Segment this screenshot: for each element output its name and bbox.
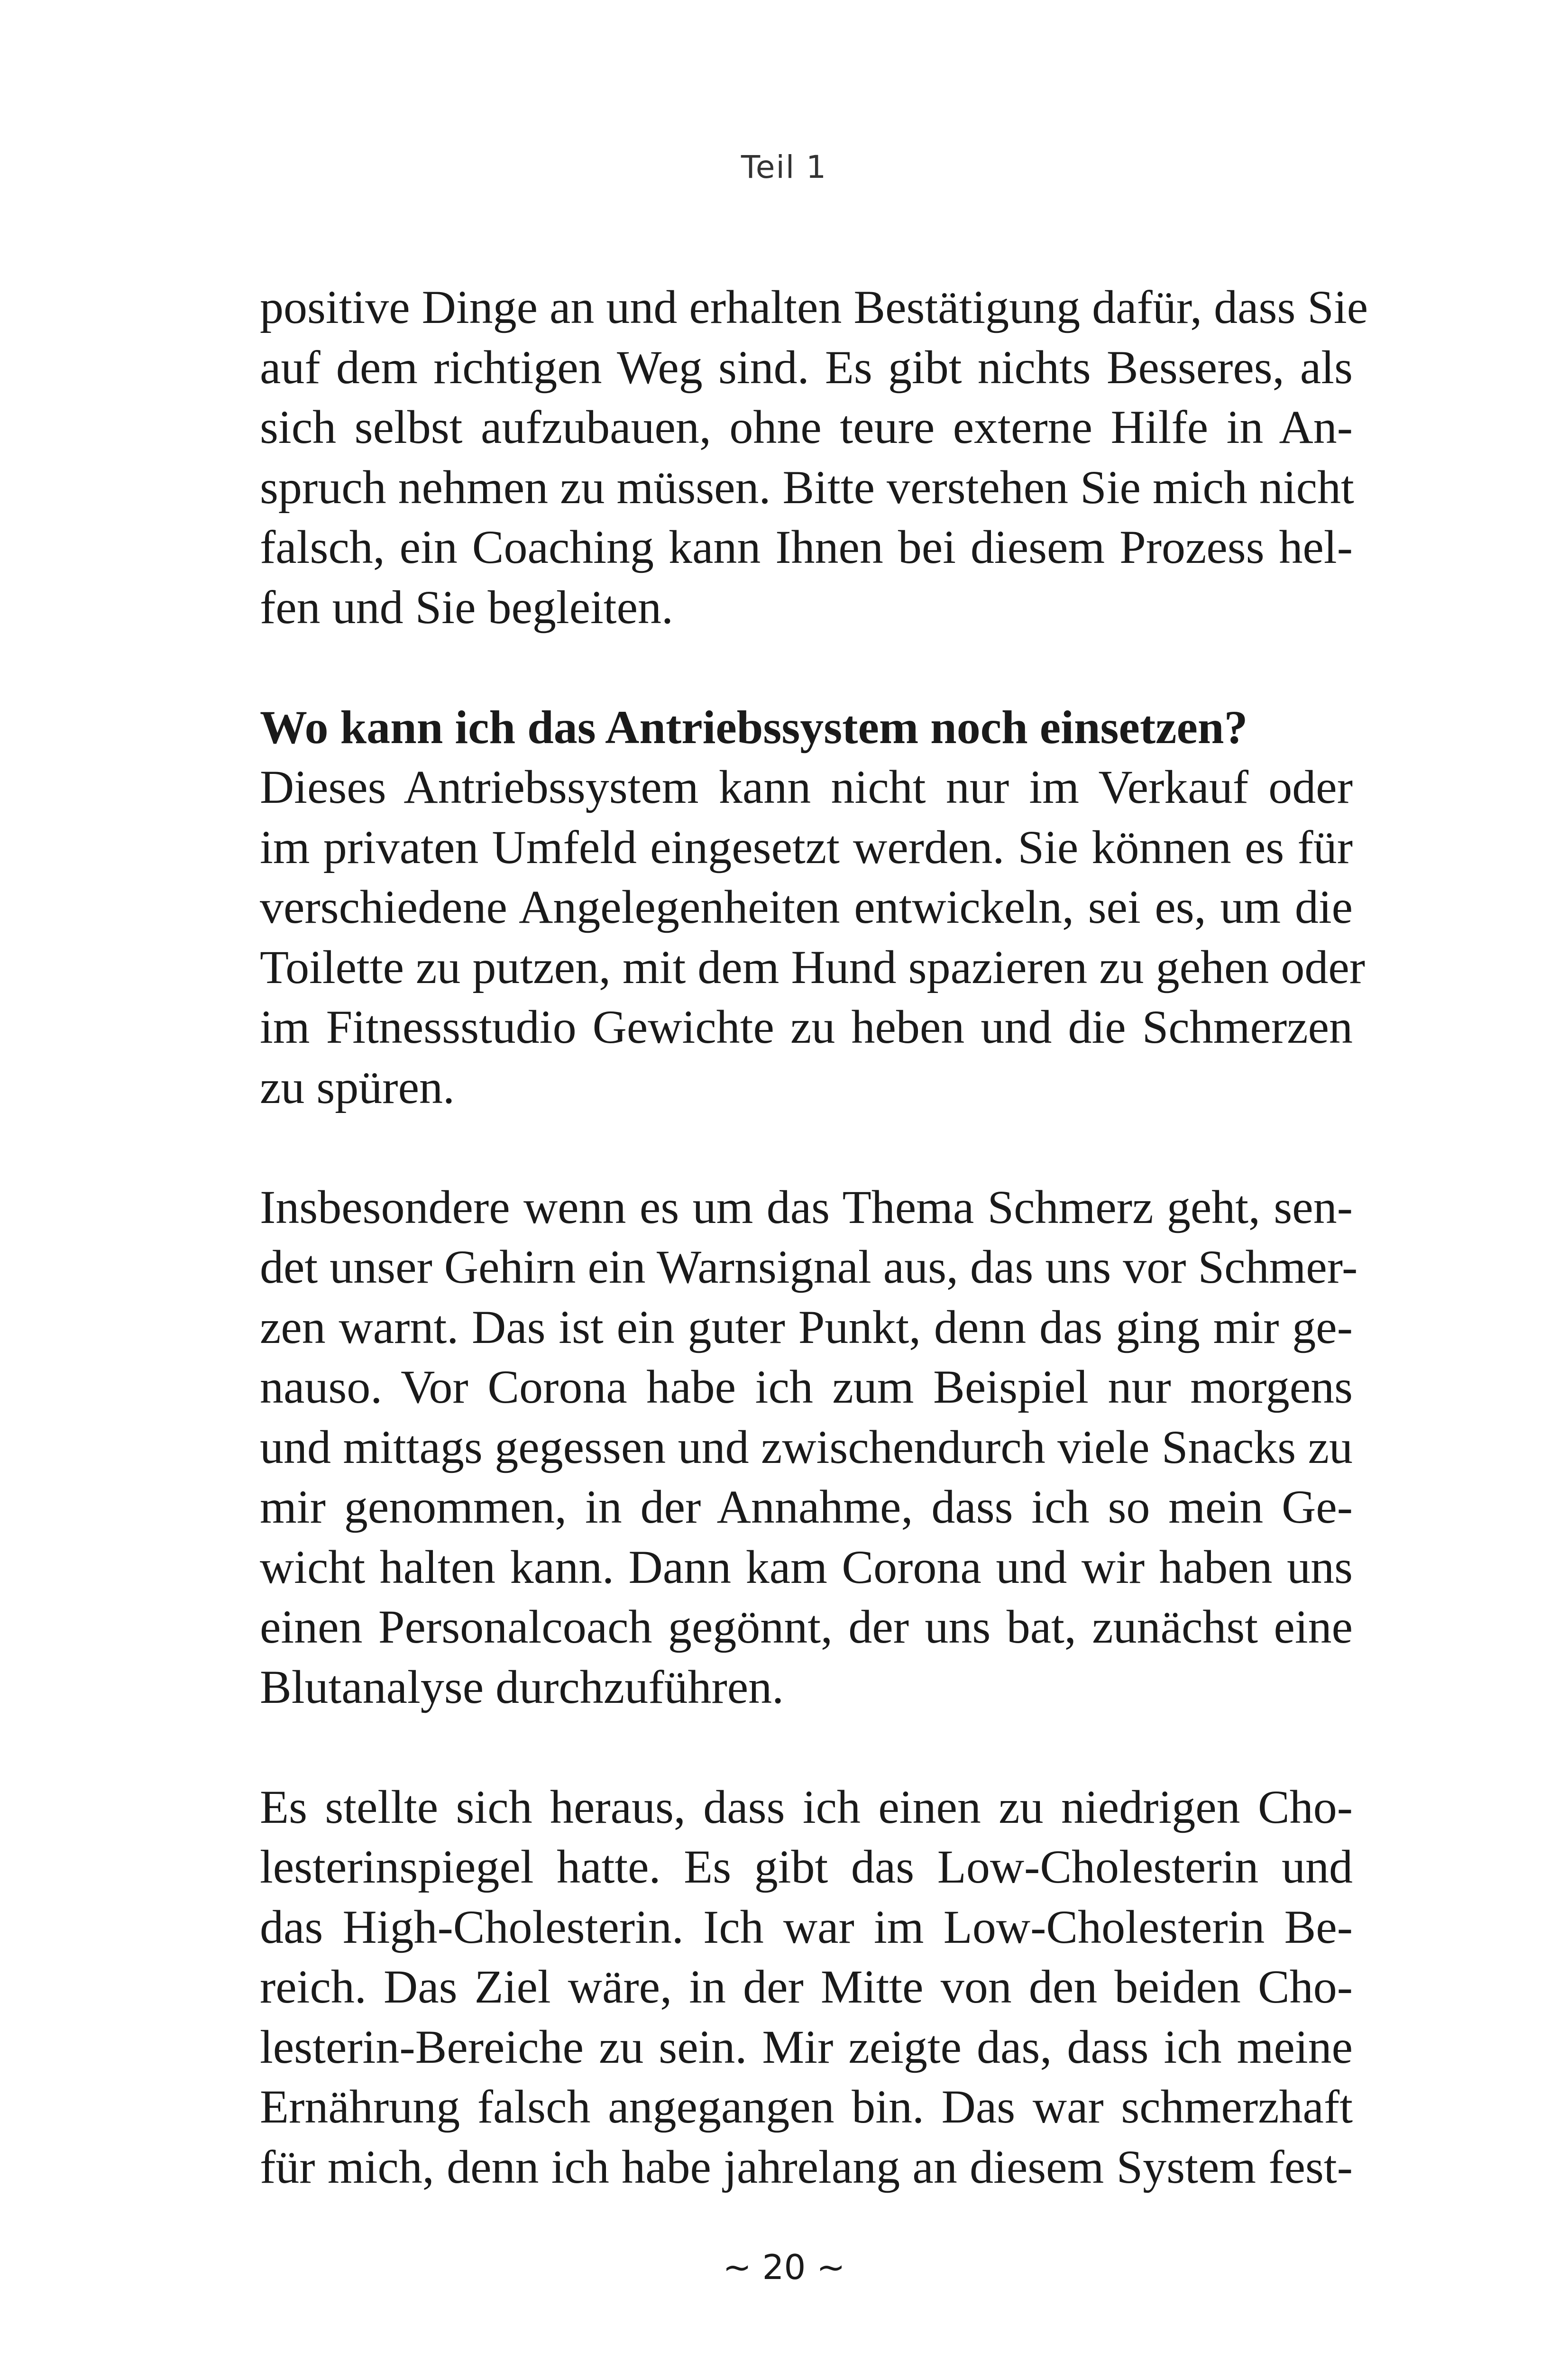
text-line: verschiedene Angelegenheiten entwickeln, sei es, um die [260,881,1353,933]
text-line: zen warnt. Das ist ein guter Punkt, denn das ging mir ge- [260,1300,1353,1353]
text-line: im privaten Umfeld eingesetzt werden. Sie können es für [260,820,1353,873]
text-line: im Fitnessstudio Gewichte zu heben und die Schmerzen [260,1001,1353,1053]
text-line: det unser Gehirn ein Warnsignal aus, das uns vor Schmer- [260,1241,1358,1293]
text-line: Blutanalyse durchzuführen. [260,1660,784,1713]
section-heading: Wo kann ich das Antriebssystem noch einsetzen? [260,700,1248,754]
text-line: für mich, denn ich habe jahrelang an diesem System fest- [260,2140,1353,2193]
text-line: mir genommen, in der Annahme, dass ich so mein Ge- [260,1480,1353,1533]
text-line: Insbesondere wenn es um das Thema Schmerz geht, sen- [260,1180,1353,1233]
text-line: sich selbst aufzubauen, ohne teure externe Hilfe in An- [260,401,1353,453]
text-line: auf dem richtigen Weg sind. Es gibt nichts Besseres, als [260,340,1353,394]
text-line: zu spüren. [260,1060,455,1113]
body-text [260,277,1368,2197]
text-line: lesterinspiegel hatte. Es gibt das Low-Cholesterin und [260,1840,1353,1893]
text-line: falsch, ein Coaching kann Ihnen bei diesem Prozess hel- [260,521,1353,573]
text-line: fen und Sie begleiten. [260,580,673,634]
page-number: ~ 20 ~ [723,2247,845,2287]
text-line: Es stellte sich heraus, dass ich einen zu niedrigen Cho- [260,1780,1353,1833]
text-line: lesterin-Bereiche zu sein. Mir zeigte das, dass ich meine [260,2020,1353,2073]
paragraph-3 [260,1177,1358,1718]
paragraph-gap [260,1117,1353,1177]
running-header: Teil 1 [741,149,827,185]
text-line: Ernährung falsch angegangen bin. Das war schmerzhaft [260,2080,1353,2133]
text-line: das High-Cholesterin. Ich war im Low-Cholesterin Be- [260,1900,1353,1953]
text-line: nauso. Vor Corona habe ich zum Beispiel nur morgens [260,1360,1353,1413]
text-line: Dieses Antriebssystem kann nicht nur im Verkauf oder [260,761,1353,813]
text-line: wicht halten kann. Dann kam Corona und wir haben uns [260,1540,1353,1593]
paragraph-4 [260,1777,1353,2197]
text-line: und mittags gegessen und zwischendurch viele Snacks zu [260,1420,1353,1473]
text-line: positive Dinge an und erhalten Bestätigung dafür, dass Sie [260,281,1368,333]
paragraph-2 [260,698,1366,1118]
text-line: spruch nehmen zu müssen. Bitte verstehen Sie mich nicht [260,460,1354,514]
paragraph-gap [260,637,1353,698]
text-line: reich. Das Ziel wäre, in der Mitte von den beiden Cho- [260,1960,1353,2013]
text-line: einen Personalcoach gegönnt, der uns bat, zunächst eine [260,1600,1353,1653]
paragraph-gap [260,1717,1353,1777]
paragraph-1 [260,277,1368,637]
text-line: Toilette zu putzen, mit dem Hund spazieren zu gehen oder [260,940,1366,993]
